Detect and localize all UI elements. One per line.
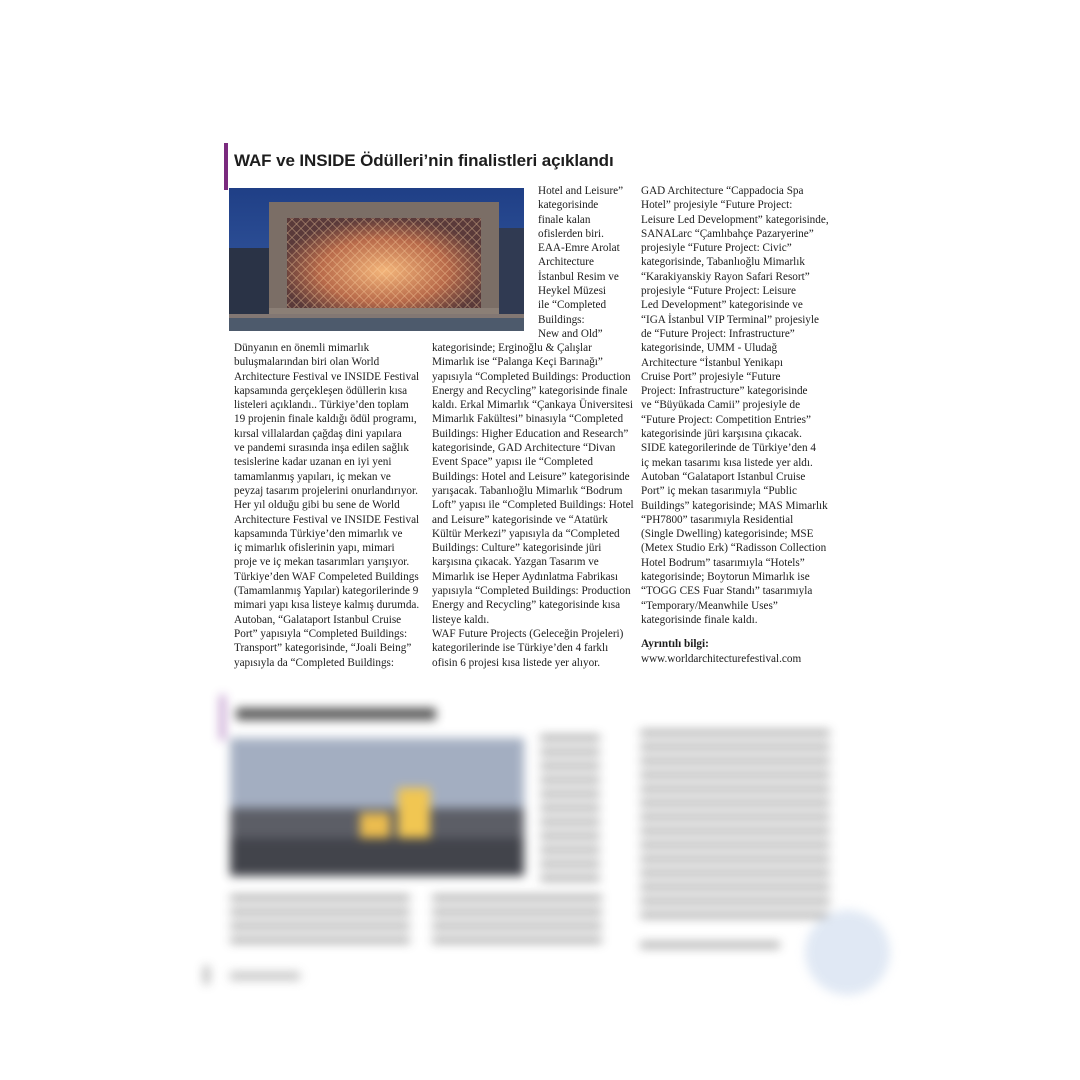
- text-line: New and Old”: [538, 327, 603, 340]
- column-2: [432, 341, 634, 670]
- blurred-photo: [230, 738, 524, 876]
- text-line: SIDE kategorilerinde de Türkiye’den 4: [641, 442, 817, 455]
- text-line: kapsamında Türkiye’den mimarlık ve: [234, 527, 403, 540]
- museum-photo: [229, 188, 524, 331]
- text-line: kapsamında gerçekleşen ödüllerin kısa: [234, 384, 408, 397]
- text-line: Mimarlık Fakültesi” binasıyla “Completed: [432, 413, 624, 426]
- blurred-accent-bar: [220, 695, 225, 740]
- text-line: Port” iç mekan tasarımıyla “Public: [641, 485, 797, 498]
- text-line: Project: Infrastructure” kategorisinde: [641, 385, 808, 398]
- museum-photo-illustration: [229, 188, 524, 331]
- text-line: Cruise Port” projesiyle “Future: [641, 370, 781, 383]
- text-line: kategorisinde, Tabanlıoğlu Mimarlık: [641, 256, 805, 269]
- text-line: Hotel Bodrum” tasarımıyla “Hotels”: [641, 556, 805, 569]
- text-line: “Karakiyanskiy Rayon Safari Resort”: [641, 270, 810, 283]
- more-info-url[interactable]: www.worldarchitecturefestival.com: [641, 652, 802, 665]
- text-line: Port” yapısıyla “Completed Buildings:: [234, 627, 408, 640]
- text-line: Autoban “Galataport Istanbul Cruise: [641, 470, 806, 483]
- text-line: kategorilerinde ise Türkiye’den 4 farklı: [432, 642, 609, 655]
- text-line: kategorisinde: [538, 199, 599, 212]
- text-line: (Tamamlanmış Yapılar) kategorilerinde 9: [234, 585, 419, 598]
- text-line: SANALarc “Çamlıbahçe Pazaryerine”: [641, 227, 814, 240]
- text-line: Loft” yapısı ile “Completed Buildings: Hotel: [432, 499, 634, 512]
- text-line: kategorisinde jüri karşısına çıkacak.: [641, 428, 802, 441]
- text-line: Architecture: [538, 256, 594, 269]
- text-line: kategorisinde, GAD Architecture “Divan: [432, 442, 616, 455]
- text-line: Buildings: Hotel and Leisure” kategorisinde: [432, 470, 630, 483]
- text-line: ve “Büyükada Camii” projesiyle de: [641, 399, 801, 412]
- text-line: finale kalan: [538, 213, 591, 226]
- text-line: Transport” kategorisinde, “Joali Being”: [234, 642, 412, 655]
- text-line: Buildings: Culture” kategorisinde jüri: [432, 542, 602, 555]
- more-info-label: Ayrıntılı bilgi:: [641, 638, 709, 651]
- text-line: buluşmalarından biri olan World: [234, 356, 380, 369]
- text-line: de “Future Project: Infrastructure”: [641, 327, 795, 340]
- text-line: yarışacak. Tabanlıoğlu Mimarlık “Bodrum: [432, 484, 623, 497]
- text-line: tamamlanmış yapıları, iç mekan ve: [234, 470, 391, 483]
- text-line: proje ve iç mekan tasarımları yarışıyor.: [234, 556, 410, 569]
- text-line: Her yıl olduğu gibi bu sene de World: [234, 499, 400, 512]
- text-line: Mimarlık ise “Palanga Keçi Barınağı”: [432, 356, 603, 369]
- text-line: mimari yapı kısa listeye kalmış durumda.: [234, 599, 420, 612]
- text-line: Hotel” projesiyle “Future Project:: [641, 199, 793, 212]
- text-line: ofisin 6 projesi kısa listede yer alıyor.: [432, 656, 601, 669]
- text-line: Buildings:: [538, 313, 585, 326]
- text-line: 19 projenin finale kaldığı ödül programı,: [234, 413, 417, 426]
- blurred-footer-bar: [204, 966, 209, 984]
- text-line: listeye kaldı.: [432, 613, 490, 626]
- text-line: Autoban, “Galataport Istanbul Cruise: [234, 613, 402, 626]
- text-line: Türkiye’den WAF Compeleted Buildings: [234, 570, 419, 583]
- title-accent-bar: [224, 143, 228, 190]
- text-line: Energy and Recycling” kategorisinde finale: [432, 384, 628, 397]
- text-line: yapısıyla “Completed Buildings: Production: [432, 585, 631, 598]
- text-line: “TOGG CES Fuar Standı” tasarımıyla: [641, 585, 813, 598]
- article-title: WAF ve INSIDE Ödülleri’nin finalistleri açıklandı: [234, 151, 614, 170]
- text-line: kategorisinde; Boytorun Mimarlık ise: [641, 571, 810, 584]
- text-line: listeleri açıklandı.. Türkiye’den toplam: [234, 399, 409, 412]
- text-line: iç mimarlık ofislerinin yapı, mimari: [234, 542, 395, 555]
- text-line: Hotel and Leisure”: [538, 185, 624, 197]
- text-line: projesiyle “Future Project: Leisure: [641, 285, 797, 298]
- text-line: ve pandemi sırasında inşa edilen sağlık: [234, 442, 409, 455]
- text-line: Buildings: Higher Education and Research”: [432, 427, 629, 440]
- text-line: kategorisinde finale kaldı.: [641, 613, 758, 626]
- text-line: projesiyle “Future Project: Civic”: [641, 242, 792, 255]
- text-line: Dünyanın en önemli mimarlık: [234, 342, 370, 354]
- text-line: karşısına çıkacak. Yazgan Tasarım ve: [432, 556, 599, 569]
- text-line: ile “Completed: [538, 299, 607, 312]
- text-line: “Temporary/Meanwhile Uses”: [641, 599, 778, 612]
- text-line: kategorisinde; Erginoğlu & Çalışlar: [432, 342, 592, 354]
- text-line: ofislerden biri.: [538, 227, 604, 240]
- text-line: “IGA İstanbul VIP Terminal” projesiyle: [641, 313, 819, 326]
- text-line: “Future Project: Competition Entries”: [641, 413, 811, 426]
- text-line: Energy and Recycling” kategorisinde kısa: [432, 599, 621, 612]
- text-line: Mimarlık ise Heper Aydınlatma Fabrikası: [432, 570, 619, 583]
- blurred-next-article: [200, 690, 900, 1010]
- text-line: (Metex Studio Erk) “Radisson Collection: [641, 542, 827, 555]
- column-2-top: [538, 184, 623, 341]
- text-line: Heykel Müzesi: [538, 285, 607, 298]
- text-line: Led Development” kategorisinde ve: [641, 299, 803, 312]
- text-line: Buildings” kategorisinde; MAS Mimarlık: [641, 499, 828, 512]
- text-line: Event Space” yapısı ile “Completed: [432, 456, 593, 469]
- text-line: EAA-Emre Arolat: [538, 242, 620, 255]
- text-line: Architecture “İstanbul Yenikapı: [641, 356, 783, 369]
- blurred-logo: [805, 910, 890, 995]
- text-line: kaldı. Erkal Mimarlık “Çankaya Üniversitesi: [432, 399, 634, 412]
- text-line: kırsal villalardan çağdaş dini yapılara: [234, 427, 402, 440]
- blurred-title: [236, 708, 436, 720]
- text-line: Architecture Festival ve INSIDE Festival: [234, 370, 420, 383]
- text-line: “PH7800” tasarımıyla Residential: [641, 513, 794, 526]
- text-line: GAD Architecture “Cappadocia Spa: [641, 185, 804, 197]
- column-3: [641, 184, 829, 666]
- text-line: kategorisinde, UMM - Uludağ: [641, 342, 778, 355]
- text-line: Leisure Led Development” kategorisinde,: [641, 213, 829, 226]
- text-line: tesislerine kadar uzanan en iyi yeni: [234, 456, 392, 469]
- text-line: (Single Dwelling) kategorisinde; MSE: [641, 528, 814, 541]
- text-line: İstanbul Resim ve: [538, 270, 619, 283]
- text-line: WAF Future Projects (Geleceğin Projeleri): [432, 627, 624, 640]
- text-line: Architecture Festival ve INSIDE Festival: [234, 513, 420, 526]
- text-line: yapısıyla “Completed Buildings: Production: [432, 370, 631, 383]
- text-line: and Leisure” kategorisinde ve “Atatürk: [432, 513, 608, 526]
- blurred-footer: [230, 972, 300, 980]
- text-line: iç mekan tasarımı kısa listede yer aldı.: [641, 456, 813, 469]
- column-1: [234, 341, 419, 670]
- text-line: yapısıyla da “Completed Buildings:: [234, 656, 395, 669]
- text-line: peyzaj tasarım projelerini onurlandırıyor.: [234, 484, 418, 497]
- text-line: Kültür Merkezi” yapısıyla da “Completed: [432, 527, 620, 540]
